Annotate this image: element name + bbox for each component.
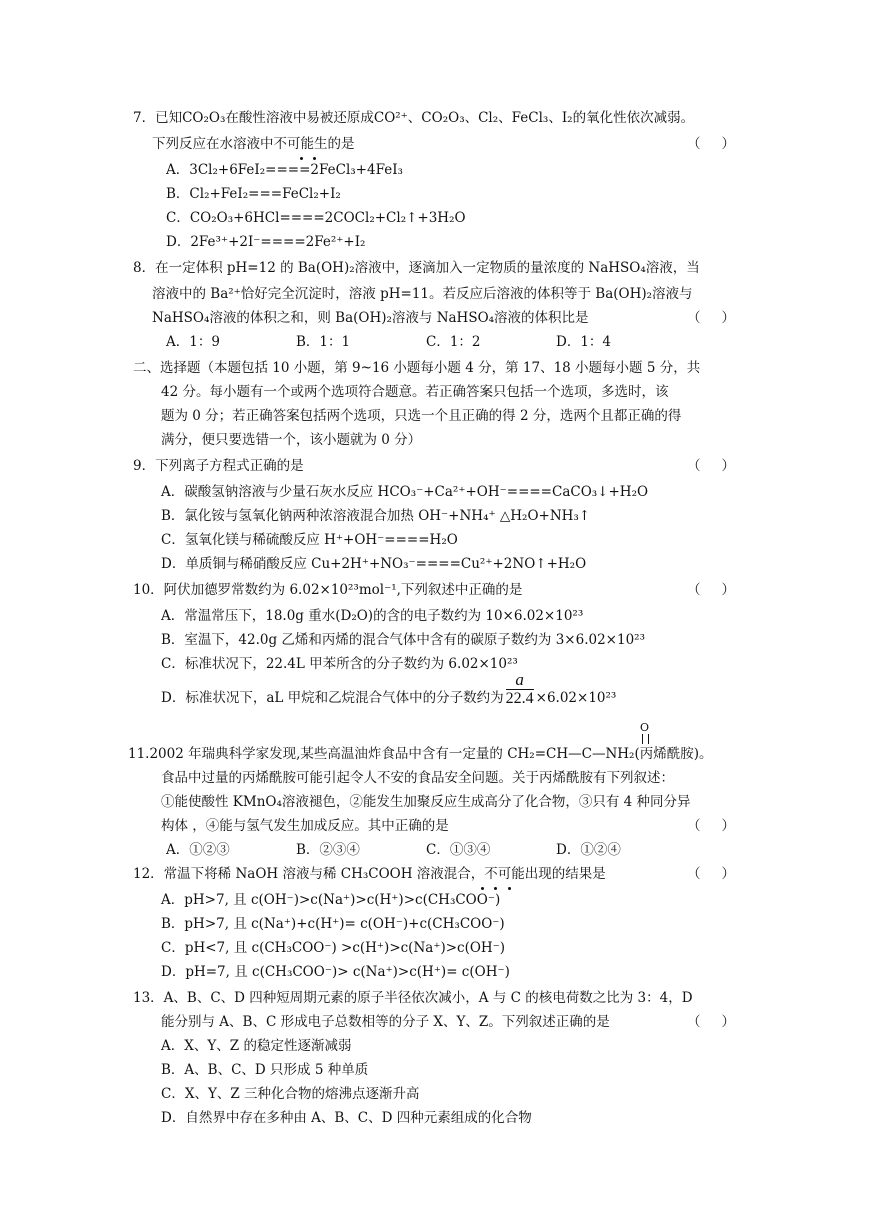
section-2-line-1: 二、选择题（本题包括 10 小题，第 9~16 小题每小题 4 分，第 17、18 小题每小题 5 分，共: [133, 360, 701, 376]
q13-option-c[interactable]: C．X、Y、Z 三种化合物的熔沸点逐渐升高: [161, 1086, 420, 1102]
q13-option-a[interactable]: A．X、Y、Z 的稳定性逐渐减弱: [161, 1038, 352, 1054]
q13-option-d[interactable]: D．自然界中存在多种由 A、B、C、D 四种元素组成的化合物: [161, 1110, 532, 1126]
q10-option-b[interactable]: B．室温下，42.0g 乙烯和丙烯的混合气体中含有的碳原子数约为 3×6.02×10²³: [161, 632, 645, 648]
section-2-line-4: 满分，便只要选错一个，该小题就为 0 分）: [161, 432, 422, 448]
q10-line-1: 10．阿伏加德罗常数约为 6.02×10²³mol⁻¹,下列叙述中正确的是 （ ）: [133, 582, 735, 598]
answer-bracket[interactable]: （ ）: [687, 582, 735, 598]
q8-line-3: NaHSO₄溶液的体积之和，则 Ba(OH)₂溶液与 NaHSO₄溶液的体积比是 （ ）: [152, 310, 735, 326]
q9-option-c[interactable]: C．氢氧化镁与稀硫酸反应 H⁺+OH⁻====H₂O: [161, 532, 458, 548]
section-2-line-2: 42 分。每小题有一个或两个选项符合题意。若正确答案只包括一个选项，多选时，该: [161, 384, 669, 400]
q12-option-a[interactable]: A．pH>7, 且 c(OH⁻)>c(Na⁺)>c(H⁺)>c(CH₃COO⁻): [161, 892, 501, 908]
q9-line-1: 9．下列离子方程式正确的是 （ ）: [133, 458, 735, 474]
q8-option-d[interactable]: D．1：4: [556, 334, 612, 350]
answer-bracket[interactable]: （ ）: [687, 136, 735, 152]
q12-line-1: 12．常温下将稀 NaOH 溶液与稀 CH₃COOH 溶液混合，不可能出现的结果是 （ ）: [133, 866, 735, 882]
q7-option-c[interactable]: C．CO₂O₃+6HCl====2COCl₂+Cl₂↑+3H₂O: [166, 210, 466, 226]
q13-line-1: 13．A、B、C、D 四种短周期元素的原子半径依次减小，A 与 C 的核电荷数之比为 3：4，D: [133, 990, 693, 1006]
answer-bracket[interactable]: （ ）: [687, 458, 735, 474]
q11-option-d[interactable]: D．①②④: [556, 842, 621, 858]
q8-line-1: 8．在一定体积 pH=12 的 Ba(OH)₂溶液中，逐滴加入一定物质的量浓度的 NaHSO₄溶液，当: [133, 260, 700, 276]
answer-bracket[interactable]: （ ）: [687, 1014, 735, 1030]
q7-option-a[interactable]: A．3Cl₂+6FeI₂====2FeCl₃+4FeI₃: [166, 162, 403, 178]
q12-option-b[interactable]: B．pH>7, 且 c(Na⁺)+c(H⁺)= c(OH⁻)+c(CH₃COO⁻): [161, 916, 505, 932]
q12-option-c[interactable]: C．pH<7, 且 c(CH₃COO⁻) >c(H⁺)>c(Na⁺)>c(OH⁻): [161, 940, 506, 956]
q9-option-d[interactable]: D．单质铜与稀硝酸反应 Cu+2H⁺+NO₃⁻====Cu²⁺+2NO↑+H₂O: [161, 556, 587, 572]
answer-bracket[interactable]: （ ）: [687, 866, 735, 882]
q11-options: [0, 840, 869, 860]
q13-option-b[interactable]: B．A、B、C、D 只形成 5 种单质: [161, 1062, 369, 1078]
q8-option-b[interactable]: B．1：1: [296, 334, 351, 350]
q13-line-2: 能分别与 A、B、C 形成电子总数相等的分子 X、Y、Z。下列叙述正确的是 （ ）: [161, 1014, 735, 1030]
answer-bracket[interactable]: （ ）: [687, 818, 735, 834]
carbonyl-oxygen-label: O: [640, 721, 650, 734]
section-2-line-3: 题为 0 分；若正确答案包括两个选项，只选一个且正确的得 2 分，选两个且都正确的得: [161, 408, 682, 424]
q8-option-a[interactable]: A．1：9: [166, 334, 220, 350]
answer-bracket[interactable]: （ ）: [687, 310, 735, 326]
q10-option-d[interactable]: D．标准状况下，aL 甲烷和乙烷混合气体中的分子数约为 $\frac{a}{22.4}$ ×6.02×10²³: [161, 670, 617, 707]
q7-option-d[interactable]: D．2Fe³⁺+2I⁻====2Fe²⁺+I₂: [166, 234, 366, 250]
q9-option-b[interactable]: B．氯化铵与氢氧化钠两种浓溶液混合加热 OH⁻+NH₄⁺ △H₂O+NH₃↑: [161, 508, 591, 524]
q8-line-2: 溶液中的 Ba²⁺恰好完全沉淀时，溶液 pH=11。若反应后溶液的体积等于 Ba(OH)₂溶液与: [152, 286, 693, 302]
q11-line-1: 11.2002 年瑞典科学家发现,某些高温油炸食品中含有一定量的 CH₂=CH—C—NH₂(丙烯酰胺)。: [128, 746, 713, 762]
q11-option-a[interactable]: A．①②③: [166, 842, 230, 858]
q10-option-a[interactable]: A．常温常压下，18.0g 重水(D₂O)的含的电子数约为 10×6.02×10²³: [161, 608, 584, 624]
q11-line-2: 食品中过量的丙烯酰胺可能引起令人不安的食品安全问题。关于丙烯酰胺有下列叙述：: [161, 770, 674, 786]
q12-option-d[interactable]: D．pH=7, 且 c(CH₃COO⁻)> c(Na⁺)>c(H⁺)= c(OH⁻): [161, 964, 510, 980]
q7-option-b[interactable]: B．Cl₂+FeI₂===FeCl₂+I₂: [166, 186, 341, 202]
q7-line-2: 下列反应在水溶液中不可能生的是 （ ）: [152, 136, 735, 152]
q11-line-3: ①能使酸性 KMnO₄溶液褪色，②能发生加聚反应生成高分了化合物，③只有 4 种同分异: [161, 794, 691, 810]
q7-line-1: 7．已知CO₂O₃在酸性溶液中易被还原成CO²⁺、CO₂O₃、Cl₂、FeCl₃、I₂的氧化性依次减弱。: [133, 110, 695, 126]
carbonyl-double-bond: [642, 734, 649, 744]
q10-option-c[interactable]: C．标准状况下，22.4L 甲苯所含的分子数约为 6.02×10²³: [161, 656, 518, 672]
q11-option-b[interactable]: B．②③④: [296, 842, 360, 858]
q9-option-a[interactable]: A．碳酸氢钠溶液与少量石灰水反应 HCO₃⁻+Ca²⁺+OH⁻====CaCO₃↓+H₂O: [161, 484, 649, 500]
q8-options: [0, 332, 869, 352]
fraction: $\frac{a}{22.4}$: [505, 670, 534, 707]
q11-line-4: 构体 ，④能与氢气发生加成反应。其中正确的是 （ ）: [161, 818, 735, 834]
q11-option-c[interactable]: C．①③④: [426, 842, 491, 858]
q8-option-c[interactable]: C．1：2: [426, 334, 481, 350]
